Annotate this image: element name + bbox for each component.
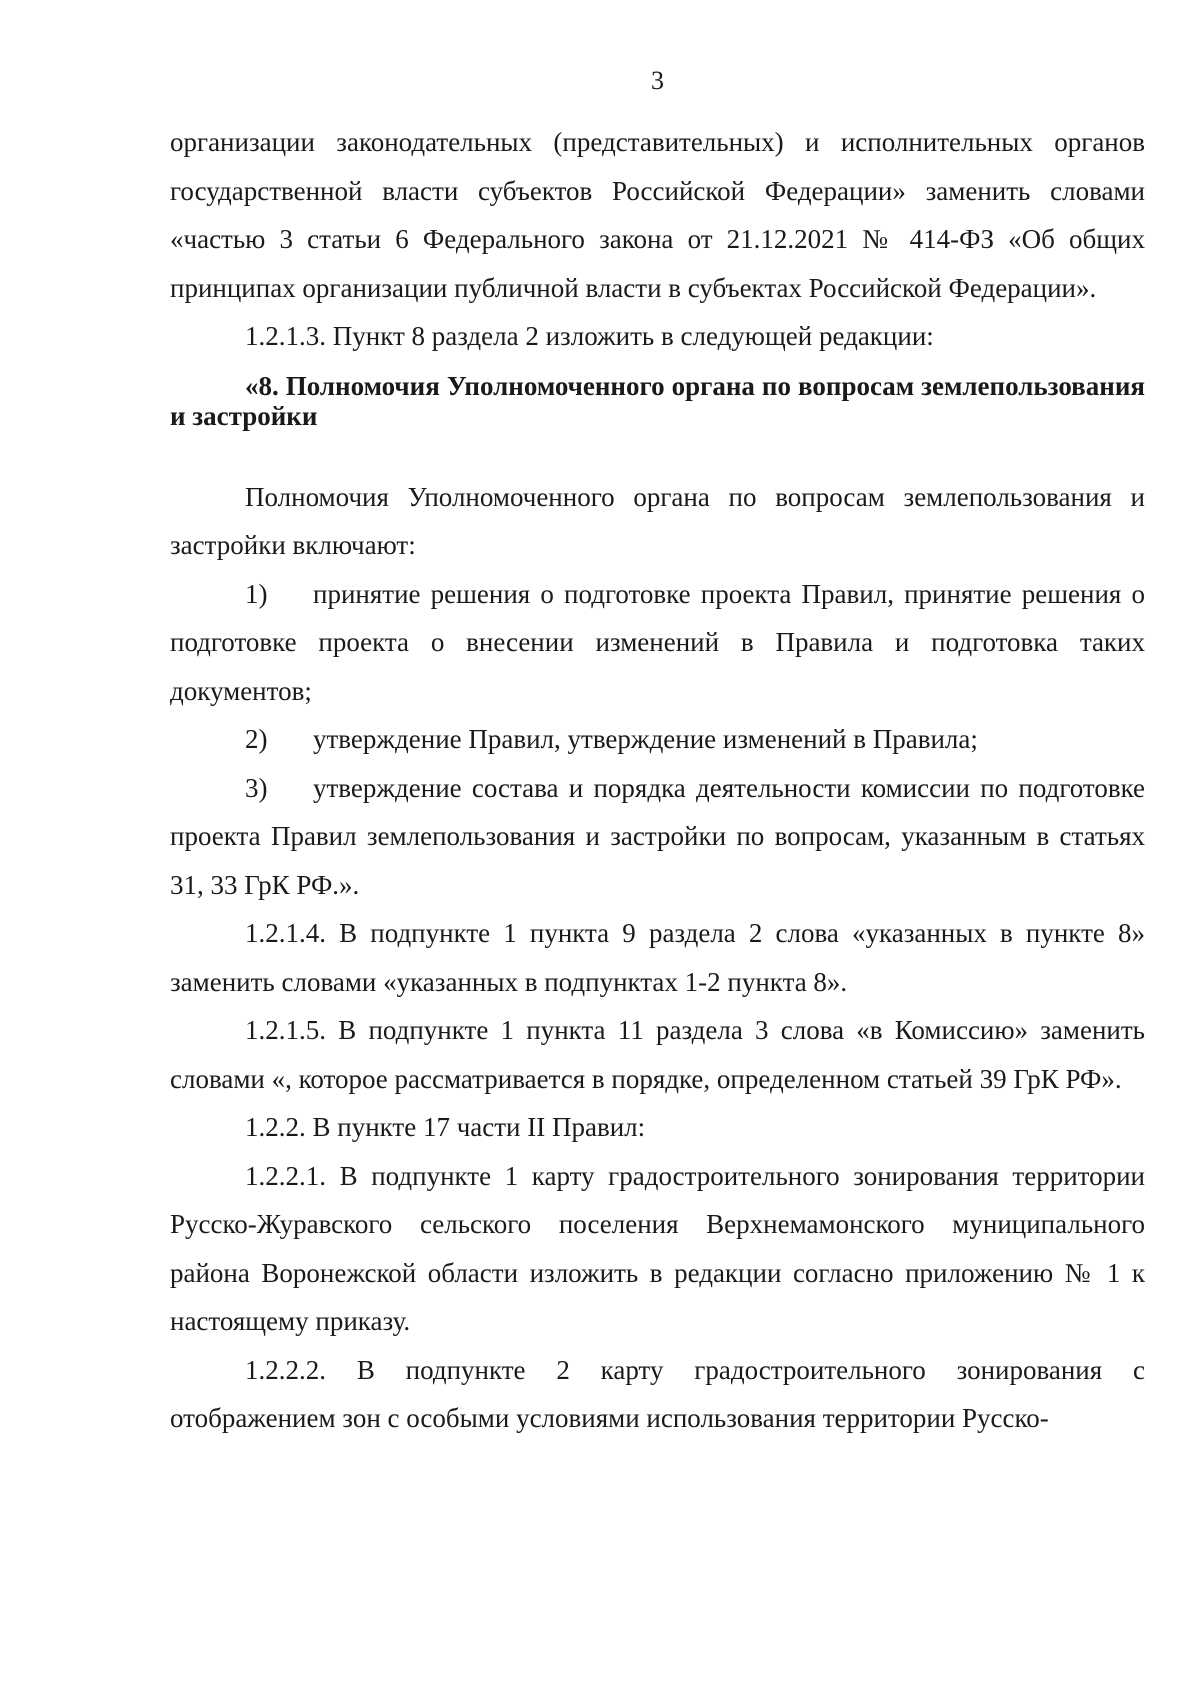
paragraph-1-2-1-5: 1.2.1.5. В подпункте 1 пункта 11 раздела 3 слова «в Комиссию» заменить словами «, которое рассматривается в порядке, определенном статьей 39 ГрК РФ».: [170, 1015, 1145, 1094]
list-item-number: 3): [245, 772, 268, 803]
list-item: [170, 715, 1145, 764]
list-item-text: утверждение Правил, утверждение изменений в Правила;: [313, 724, 978, 754]
page-number: 3: [651, 66, 664, 95]
list-item-number: 1): [245, 578, 268, 609]
paragraph-1-2-1-4: 1.2.1.4. В подпункте 1 пункта 9 раздела 2 слова «указанных в пункте 8» заменить словами «указанных в подпунктах 1-2 пункта 8».: [170, 918, 1145, 997]
paragraph-1-2-2: 1.2.2. В пункте 17 части II Правил:: [245, 1112, 646, 1142]
paragraph-1-2-2-1: 1.2.2.1. В подпункте 1 карту градостроительного зонирования территории Русско-Журавского сельского поселения Верхнемамонского муниципального района Воронежской области изложить в редакции согласно приложению № 1 к настоящему приказу.: [170, 1160, 1145, 1336]
document-body: [170, 118, 1145, 1443]
list-item-number: 2): [245, 724, 268, 754]
paragraph-1-2-2-2: 1.2.2.2. В подпункте 2 карту градостроительного зонирования с отображением зон с особыми условиями использования территории Русско-: [170, 1354, 1145, 1433]
list-item: [170, 570, 1145, 716]
list-item-text: утверждение состава и порядка деятельности комиссии по подготовке проекта Правил землепользования и застройки по вопросам, указанным в статьях 31, 33 ГрК РФ.».: [170, 772, 1145, 900]
paragraph-continuation: организации законодательных (представительных) и исполнительных органов государственной власти субъектов Российской Федерации» заменить словами «частью 3 статьи 6 Федерального закона от 21.12.2021 № 414-ФЗ «Об общих принципах организации публичной власти в субъектах Российской Федерации».: [170, 127, 1145, 303]
section-heading: «8. Полномочия Уполномоченного органа по вопросам землепользования и застройки: [170, 370, 1145, 431]
list-item: [170, 764, 1145, 910]
paragraph-powers-intro: Полномочия Уполномоченного органа по вопросам землепользования и застройки включают:: [170, 481, 1145, 560]
list-item-text: принятие решения о подготовке проекта Правил, принятие решения о подготовке проекта о внесении изменений в Правила и подготовка таких документов;: [170, 578, 1145, 706]
paragraph-1-2-1-3: 1.2.1.3. Пункт 8 раздела 2 изложить в следующей редакции:: [245, 321, 934, 351]
heading-spacer: [170, 431, 1145, 473]
